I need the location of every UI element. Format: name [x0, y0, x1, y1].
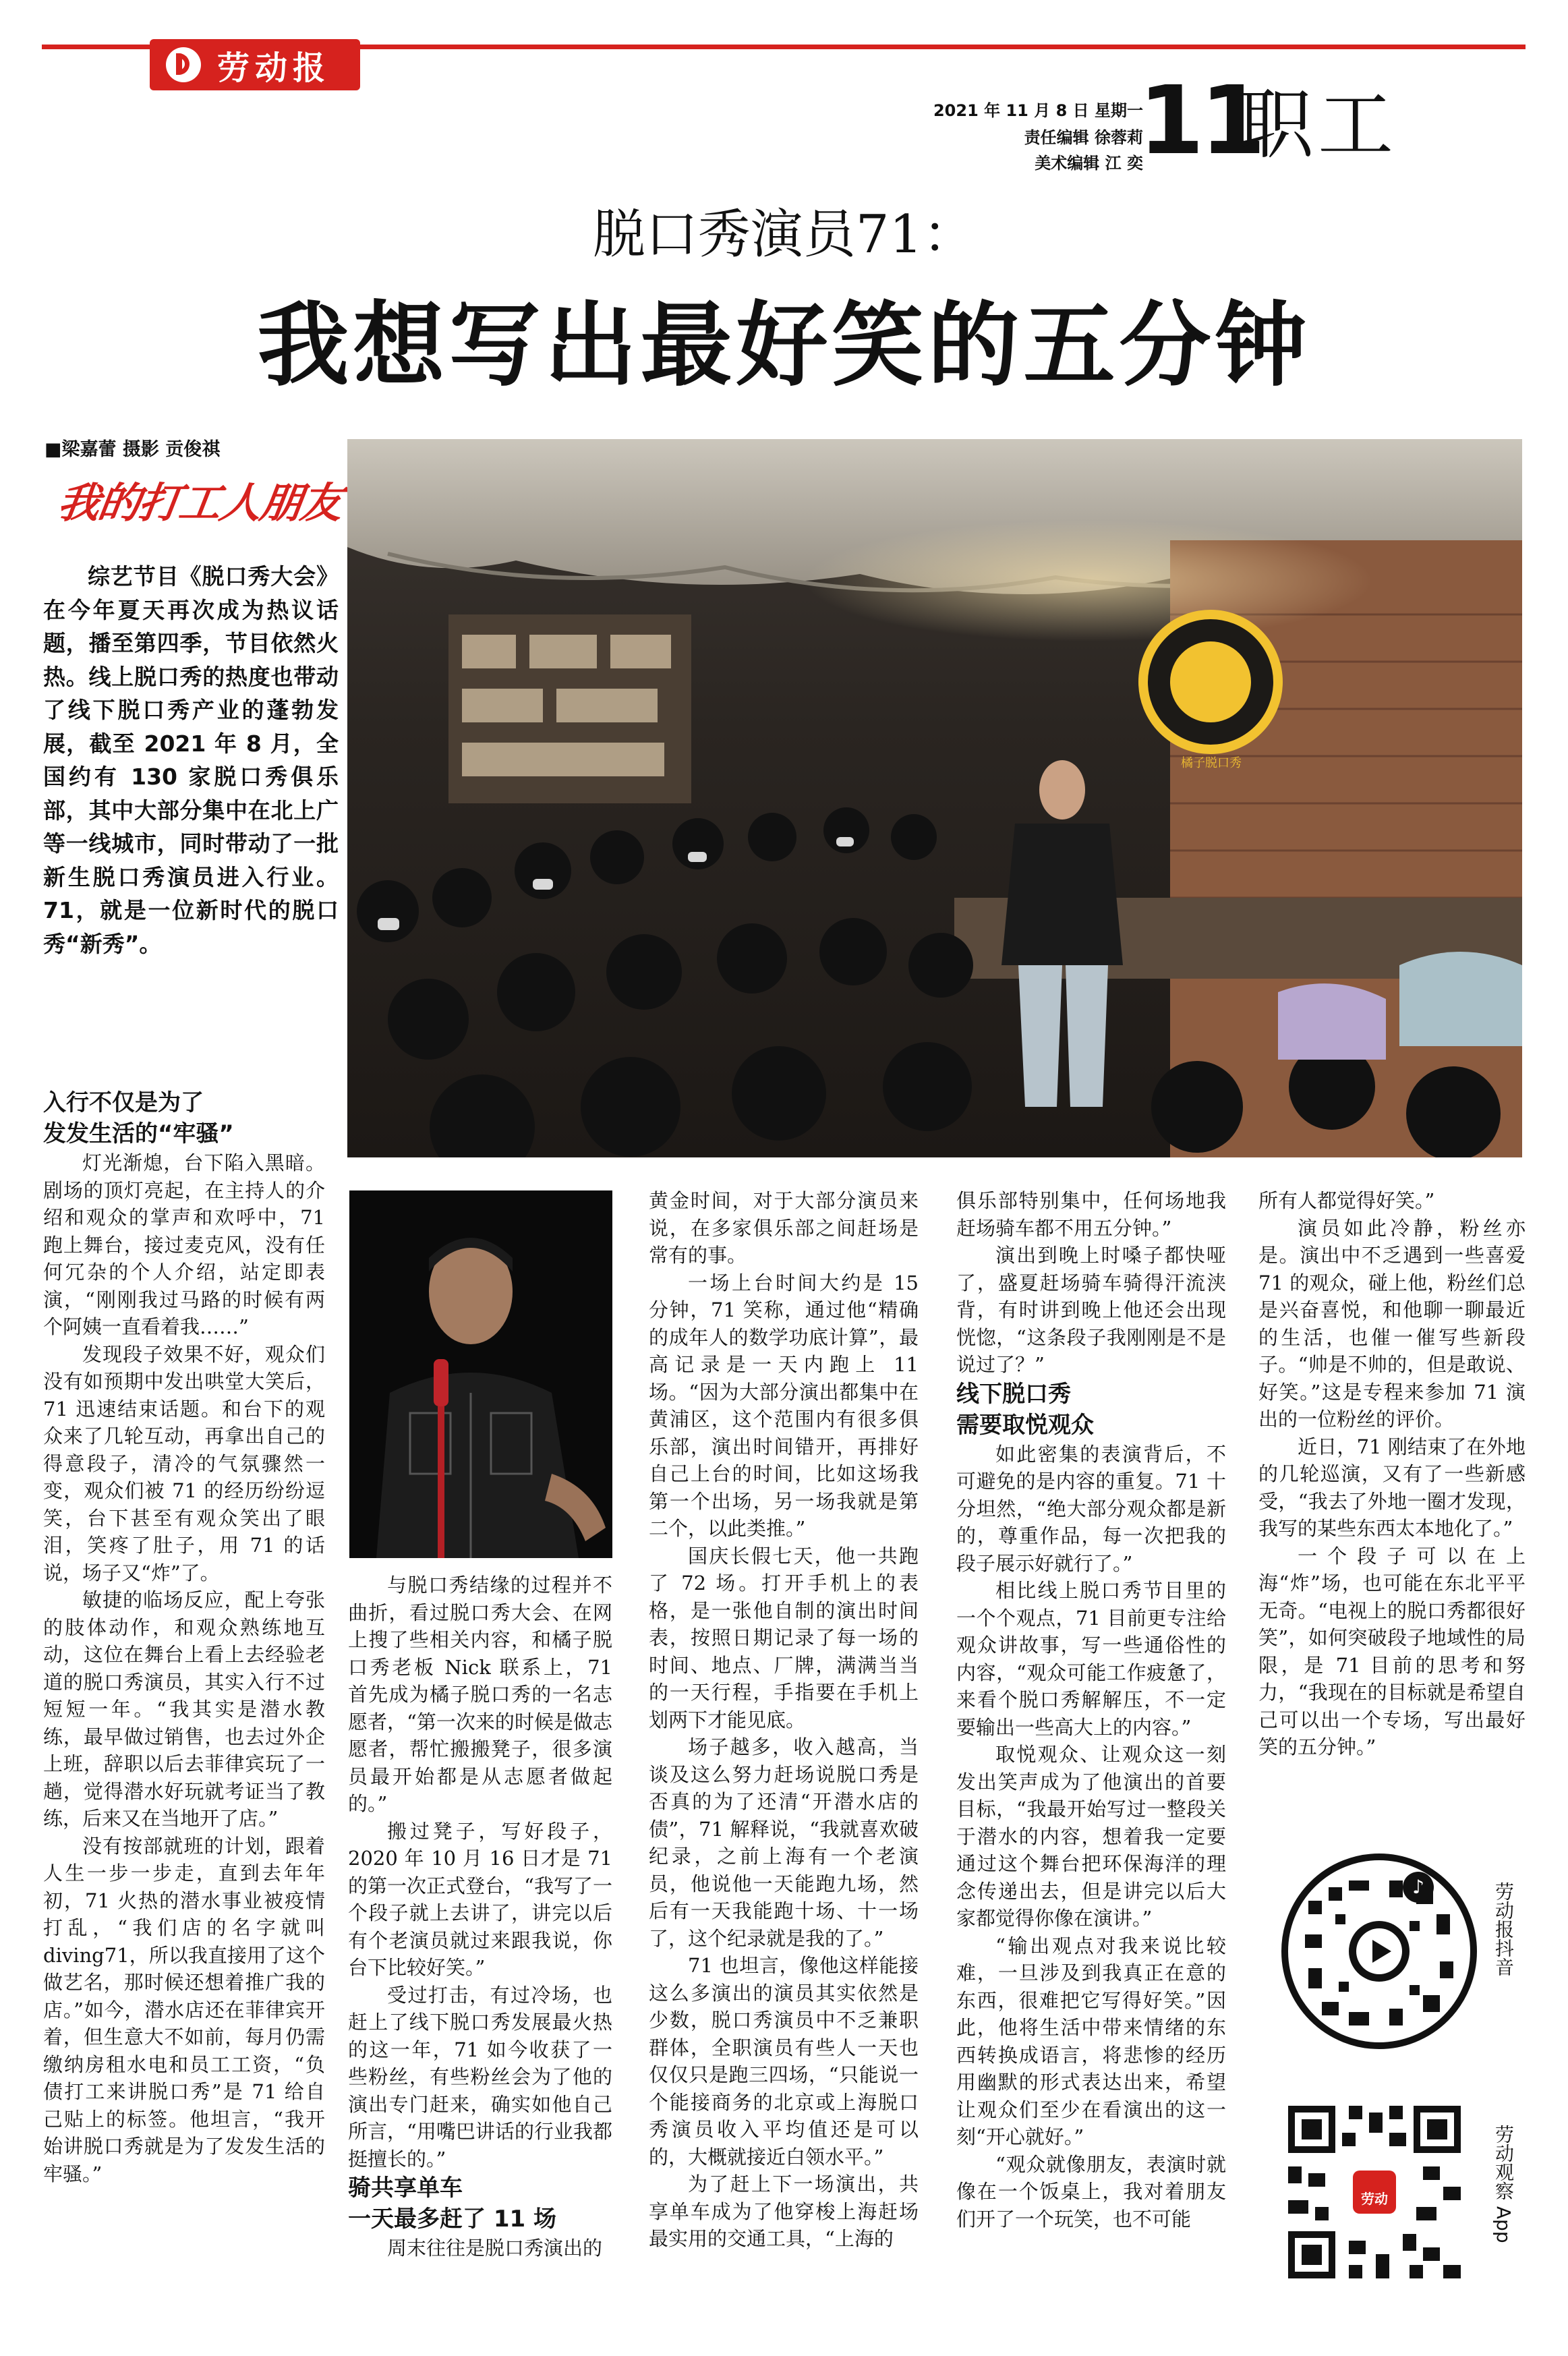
paragraph: “输出观点对我来说比较难，一旦涉及到我真正在意的东西，很难把它写得好笑。”因此，他将生活中带来情绪的东西转换成语言，将悲惨的经历用幽默的形式表达出来，希望让观众们至少在看演出的这一刻“开心就好。” [956, 1934, 1226, 2148]
masthead-badge [150, 39, 360, 90]
paragraph: 取悦观众、让观众这一刻发出笑声成为了他演出的首要目标，“我最开始写过一整段关于潜水的内容，想着我一定要通过这个舞台把环保海洋的理念传递出去，但是讲完以后大家都觉得你像在演讲。” [956, 1743, 1226, 1930]
date-line: 2021 年 11 月 8 日 星期一 [933, 101, 1143, 120]
byline: ■梁嘉蕾 摄影 贡俊祺 [45, 439, 221, 460]
editor-line: 责任编辑 徐蓉莉 [1024, 128, 1143, 147]
column-1 [43, 1087, 325, 2187]
paragraph: 敏捷的临场反应，配上夸张的肢体动作，和观众熟练地互动，这位在舞台上看上去经验老道的脱口秀演员，其实入行不过短短一年。“我其实是潜水教练，最早做过销售，也去过外企上班，辞职以后去菲律宾玩了一趟，觉得潜水好玩就考证当了教练，后来又在当地开了店。” [43, 1588, 325, 1830]
column-logo: 我的打工人朋友 [54, 478, 345, 527]
column-2 [348, 1572, 612, 2262]
paragraph: 一场上台时间大约是 15 分钟，71 笑称，通过他“精确的成年人的数学功底计算”，最高记录是一天内跑上 11 场。“因为大部分演出都集中在黄浦区，这个范围内有很多俱乐部，演出时间错开，再排好自己上台的时间，比如这场我第一个出场，另一场我就是第二个，以此类推。” [649, 1271, 919, 1540]
paragraph: 搬过凳子，写好段子，2020 年 10 月 16 日才是 71 的第一次正式登台，“我写了一个段子就上去讲了，讲完以后有个老演员就过来跟我说，你台下比较好笑。” [348, 1819, 612, 1979]
column-4 [956, 1187, 1226, 2233]
masthead-title: 劳动报 [217, 49, 331, 87]
paragraph: 黄金时间，对于大部分演员来说，在多家俱乐部之间赶场是常有的事。 [649, 1189, 919, 1267]
ceiling-net-graphic [347, 439, 1522, 1157]
paragraph: 演出到晚上时嗓子都快哑了，盛夏赶场骑车骑得汗流浃背，有时讲到晚上他还会出现恍惚，“这条段子我刚刚是不是说过了？” [956, 1244, 1226, 1376]
column-5 [1258, 1187, 1526, 1761]
paragraph: 国庆长假七天，他一共跑了 72 场。打开手机上的表格，是一张他自制的演出时间表，按照日期记录了每一场的时间、地点、厂牌，满满当当的一天行程，手指要在手机上划两下才能见底。 [649, 1544, 919, 1731]
section-name: 职工 [1238, 82, 1397, 169]
paragraph: 灯光渐熄，台下陷入黑暗。剧场的顶灯亮起，在主持人的介绍和观众的掌声和欢呼中，71 跑上舞台，接过麦克风，没有任何冗杂的个人介绍，站定即表演，“刚刚我过马路的时候有两个阿姨一直看着我……” [43, 1151, 325, 1338]
article-headline: 我想写出最好笑的五分钟 [257, 291, 1311, 399]
club-sign-text: 橘子脱口秀 [1181, 756, 1242, 770]
masthead-logo-icon [166, 47, 201, 82]
qr-pattern-icon [1288, 1860, 1470, 2042]
paragraph: 为了赶上下一场演出，共享单车成为了他穿梭上海赶场最实用的交通工具，“上海的 [649, 2173, 919, 2250]
paragraph: 场子越多，收入越高，当谈及这么努力赶场说脱口秀是否真的为了还清“开潜水店的债”，71 解释说，“我就喜欢破纪录，之前上海有一个老演员，他说他一天能跑九场，然后有一天我能跑十场、十一场了，这个纪录就是我的了。” [649, 1735, 919, 1950]
subhead-bike-shows: 骑共享单车 一天最多赶了 11 场 [348, 2175, 556, 2233]
page-number: 11 [1138, 66, 1262, 176]
article-kicker: 脱口秀演员71： [592, 204, 976, 265]
paragraph: 没有按部就班的计划，跟着人生一步一步走，直到去年年初，71 火热的潜水事业被疫情打乱，“我们店的名字就叫 diving71，所以我直接用了这个做艺名，那时候还想着推广我的店。”如今，潜水店还在菲律宾开着，但生意大不如前，每月仍需缴纳房租水电和员工工资，“负债打工来讲脱口秀”是 71 给自己贴上的标签。他坦言，“我开始讲脱口秀就是为了发发生活的牢骚。” [43, 1834, 325, 2185]
paragraph: 一个段子可以在上海“炸”场，也可能在东北平平无奇。“电视上的脱口秀都很好笑”，如何突破段子地域性的局限，是 71 目前的思考和努力，“我现在的目标就是希望自己可以出一个专场，写出最好笑的五分钟。” [1258, 1544, 1526, 1758]
paragraph: 发现段子效果不好，观众们没有如预期中发出哄堂大笑后，71 迅速结束话题。和台下的观众来了几轮互动，再拿出自己的得意段子，清冷的气氛骤然一变，观众们被 71 的经历纷纷逗笑，台下甚至有观众笑出了眼泪，笑疼了肚子，用 71 的话说，场子又“炸”了。 [43, 1342, 325, 1584]
paragraph: 71 也坦言，像他这样能接这么多演出的演员其实依然是少数，脱口秀演员中不乏兼职群体，全职演员有些人一天也仅仅只是跑三四场，“只能说一个能接商务的北京或上海脱口秀演员收入平均值还是可以的，大概就接近白领水平。” [649, 1954, 919, 2168]
app-qr-badge: 劳动 [1361, 2191, 1388, 2207]
paragraph: 近日，71 刚结束了在外地的几轮巡演，又有了一些新感受，“我去了外地一圈才发现，我写的某些东西太本地化了。” [1258, 1435, 1526, 1540]
subhead-career-start: 入行不仅是为了 发发生活的“牢骚” [43, 1089, 234, 1147]
paragraph: 周末往往是脱口秀演出的 [387, 2237, 603, 2260]
paragraph: 相比线上脱口秀节目里的一个个观点，71 目前更专注给观众讲故事，写一些通俗性的内容，“观众可能工作疲惫了，来看个脱口秀解解压，不一定要输出一些高大上的内容。” [956, 1579, 1226, 1739]
paragraph: 与脱口秀结缘的过程并不曲折，看过脱口秀大会、在网上搜了些相关内容，和橘子脱口秀老板 Nick 联系上，71 首先成为橘子脱口秀的一名志愿者，“第一次来的时候是做志愿者，帮忙搬搬凳子，很多演员最开始都是从志愿者做起的。” [348, 1574, 612, 1815]
paragraph: 俱乐部特别集中，任何场地我赶场骑车都不用五分钟。” [956, 1189, 1226, 1240]
column-3 [649, 1187, 919, 2253]
douyin-qr-code[interactable] [1281, 1854, 1477, 2049]
paragraph: “观众就像朋友，表演时就像在一个饭桌上，我对着朋友们开了一个玩笑，也不可能 [956, 2152, 1226, 2231]
main-photo-comedy-club [347, 439, 1522, 1157]
douyin-logo-icon: ♪ [1403, 1872, 1434, 1903]
paragraph: 演员如此冷静，粉丝亦是。演出中不乏遇到一些喜爱 71 的观众，碰上他，粉丝们总是兴奋喜悦，和他聊一聊最近的生活，也催一催写些新段子。“帅是不帅的，但是敢说、好笑。”这是专程来参加 71 演出的一位粉丝的评价。 [1258, 1216, 1526, 1431]
portrait-photo-performer [349, 1190, 612, 1558]
art-editor-line: 美术编辑 江 奕 [1035, 154, 1143, 173]
article-lead [43, 560, 339, 960]
app-qr-label: 劳动观察 App [1492, 2125, 1515, 2243]
subhead-please-audience: 线下脱口秀 需要取悦观众 [956, 1380, 1094, 1439]
paragraph: 如此密集的表演背后，不可避免的是内容的重复。71 十分坦然，“绝大部分观众都是新的，尊重作品，每一次把我的段子展示好就行了。” [956, 1442, 1226, 1575]
lead-paragraph: 综艺节目《脱口秀大会》在今年夏天再次成为热议话题，播至第四季，节目依然火热。线上脱口秀的热度也带动了线下脱口秀产业的蓬勃发展，截至 2021 年 8 月，全国约有 130 家脱口秀俱乐部，其中大部分集中在北上广等一线城市，同时带动了一批新生脱口秀演员进入行业。71，就是一位新时代的脱口秀“新秀”。 [43, 563, 339, 957]
douyin-qr-label: 劳动报抖音 [1492, 1882, 1515, 1976]
paragraph: 所有人都觉得好笑。” [1258, 1189, 1435, 1212]
portrait-graphic [349, 1190, 612, 1558]
app-qr-code[interactable] [1288, 2106, 1461, 2278]
paragraph: 受过打击，有过冷场，也赶上了线下脱口秀发展最火热的这一年，71 如今收获了一些粉丝，有些粉丝会为了他的演出专门赶来，确实如他自己所言，“用嘴巴讲话的行业我都挺擅长的。” [348, 1983, 612, 2171]
